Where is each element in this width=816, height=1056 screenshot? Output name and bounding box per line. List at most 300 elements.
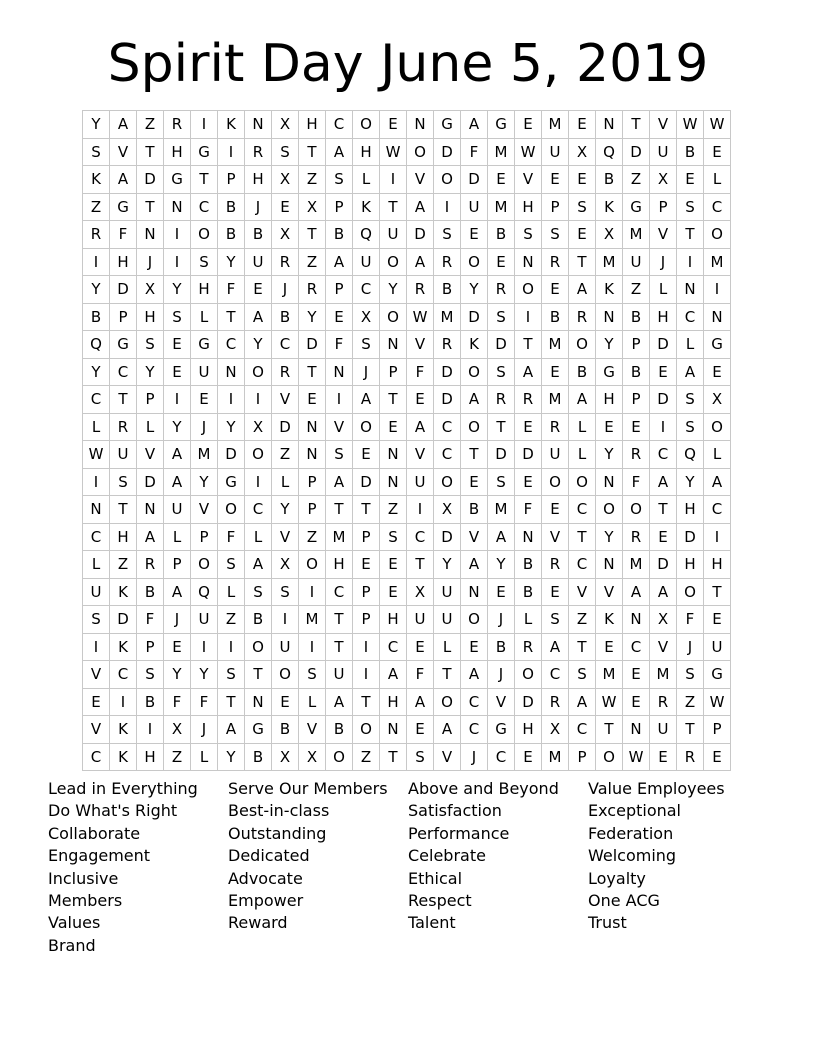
grid-cell[interactable]: K [110,716,137,744]
grid-cell[interactable]: E [542,496,569,524]
grid-cell[interactable]: R [137,551,164,579]
grid-cell[interactable]: Y [83,111,110,139]
grid-cell[interactable]: J [245,193,272,221]
grid-cell[interactable]: I [353,633,380,661]
grid-cell[interactable]: E [542,276,569,304]
grid-cell[interactable]: M [488,496,515,524]
grid-cell[interactable]: T [569,248,596,276]
grid-cell[interactable]: T [380,193,407,221]
grid-cell[interactable]: V [137,441,164,469]
grid-cell[interactable]: K [353,193,380,221]
grid-cell[interactable]: R [299,276,326,304]
grid-cell[interactable]: T [407,551,434,579]
grid-cell[interactable]: H [164,138,191,166]
grid-cell[interactable]: Y [434,551,461,579]
grid-cell[interactable]: H [515,193,542,221]
grid-cell[interactable]: X [272,166,299,194]
grid-cell[interactable]: O [299,551,326,579]
grid-cell[interactable]: L [83,551,110,579]
grid-cell[interactable]: S [407,743,434,771]
grid-cell[interactable]: K [83,166,110,194]
grid-cell[interactable]: T [704,578,731,606]
grid-cell[interactable]: N [164,193,191,221]
grid-cell[interactable]: V [191,496,218,524]
grid-cell[interactable]: I [191,111,218,139]
grid-cell[interactable]: D [515,688,542,716]
grid-cell[interactable]: O [434,468,461,496]
grid-cell[interactable]: M [596,661,623,689]
grid-cell[interactable]: C [326,578,353,606]
grid-cell[interactable]: S [218,661,245,689]
grid-cell[interactable]: A [650,468,677,496]
grid-cell[interactable]: W [407,303,434,331]
grid-cell[interactable]: F [137,606,164,634]
grid-cell[interactable]: C [623,633,650,661]
grid-cell[interactable]: S [434,221,461,249]
grid-cell[interactable]: U [650,716,677,744]
grid-cell[interactable]: U [83,578,110,606]
grid-cell[interactable]: A [569,386,596,414]
grid-cell[interactable]: E [677,166,704,194]
grid-cell[interactable]: C [677,303,704,331]
grid-cell[interactable]: E [596,413,623,441]
grid-cell[interactable]: K [110,633,137,661]
grid-cell[interactable]: O [380,248,407,276]
grid-cell[interactable]: O [461,248,488,276]
grid-cell[interactable]: Y [218,248,245,276]
grid-cell[interactable]: E [488,578,515,606]
grid-cell[interactable]: X [542,716,569,744]
grid-cell[interactable]: P [353,523,380,551]
grid-cell[interactable]: S [272,578,299,606]
grid-cell[interactable]: C [569,496,596,524]
grid-cell[interactable]: X [137,276,164,304]
grid-cell[interactable]: E [623,661,650,689]
grid-cell[interactable]: S [353,331,380,359]
grid-cell[interactable]: X [596,221,623,249]
grid-cell[interactable]: Y [596,523,623,551]
grid-cell[interactable]: W [596,688,623,716]
grid-cell[interactable]: O [353,111,380,139]
grid-cell[interactable]: E [191,386,218,414]
grid-cell[interactable]: B [596,166,623,194]
grid-cell[interactable]: G [596,358,623,386]
grid-cell[interactable]: B [218,193,245,221]
grid-cell[interactable]: T [299,221,326,249]
grid-cell[interactable]: V [650,111,677,139]
grid-cell[interactable]: R [245,138,272,166]
grid-cell[interactable]: L [191,303,218,331]
grid-cell[interactable]: P [137,386,164,414]
grid-cell[interactable]: O [245,441,272,469]
grid-cell[interactable]: Z [272,441,299,469]
grid-cell[interactable]: W [83,441,110,469]
grid-cell[interactable]: M [434,303,461,331]
grid-cell[interactable]: T [299,138,326,166]
grid-cell[interactable]: X [407,578,434,606]
grid-cell[interactable]: G [218,468,245,496]
grid-cell[interactable]: X [650,166,677,194]
grid-cell[interactable]: S [677,386,704,414]
grid-cell[interactable]: E [164,331,191,359]
grid-cell[interactable]: S [191,248,218,276]
grid-cell[interactable]: S [83,606,110,634]
grid-cell[interactable]: X [272,111,299,139]
grid-cell[interactable]: V [650,221,677,249]
grid-cell[interactable]: V [299,716,326,744]
grid-cell[interactable]: I [164,221,191,249]
grid-cell[interactable]: E [542,358,569,386]
grid-cell[interactable]: N [83,496,110,524]
grid-cell[interactable]: R [488,386,515,414]
grid-cell[interactable]: D [623,138,650,166]
grid-cell[interactable]: D [650,331,677,359]
grid-cell[interactable]: S [569,193,596,221]
grid-cell[interactable]: E [623,413,650,441]
grid-cell[interactable]: Y [83,276,110,304]
grid-cell[interactable]: A [461,111,488,139]
grid-cell[interactable]: J [488,606,515,634]
grid-cell[interactable]: T [650,496,677,524]
grid-cell[interactable]: R [407,276,434,304]
grid-cell[interactable]: I [704,523,731,551]
grid-cell[interactable]: B [326,221,353,249]
grid-cell[interactable]: K [596,606,623,634]
grid-cell[interactable]: R [434,331,461,359]
grid-cell[interactable]: O [434,688,461,716]
grid-cell[interactable]: F [677,606,704,634]
grid-cell[interactable]: S [83,138,110,166]
grid-cell[interactable]: M [650,661,677,689]
grid-cell[interactable]: Y [488,551,515,579]
grid-cell[interactable]: Y [137,358,164,386]
grid-cell[interactable]: K [596,193,623,221]
grid-cell[interactable]: O [380,303,407,331]
grid-cell[interactable]: E [164,358,191,386]
grid-cell[interactable]: H [326,551,353,579]
grid-cell[interactable]: E [245,276,272,304]
grid-cell[interactable]: S [137,331,164,359]
grid-cell[interactable]: V [461,523,488,551]
grid-cell[interactable]: M [704,248,731,276]
grid-cell[interactable]: I [137,716,164,744]
grid-cell[interactable]: W [380,138,407,166]
grid-cell[interactable]: E [542,578,569,606]
grid-cell[interactable]: M [488,138,515,166]
grid-cell[interactable]: N [704,303,731,331]
grid-cell[interactable]: X [299,743,326,771]
grid-cell[interactable]: D [110,606,137,634]
grid-cell[interactable]: N [299,441,326,469]
grid-cell[interactable]: T [137,193,164,221]
grid-cell[interactable]: P [542,193,569,221]
grid-cell[interactable]: J [650,248,677,276]
grid-cell[interactable]: E [461,221,488,249]
grid-cell[interactable]: U [434,578,461,606]
grid-cell[interactable]: R [164,111,191,139]
grid-cell[interactable]: E [407,633,434,661]
grid-cell[interactable]: Y [299,303,326,331]
grid-cell[interactable]: S [272,138,299,166]
grid-cell[interactable]: O [704,413,731,441]
grid-cell[interactable]: H [245,166,272,194]
grid-cell[interactable]: S [218,551,245,579]
grid-cell[interactable]: C [110,358,137,386]
grid-cell[interactable]: C [542,661,569,689]
grid-cell[interactable]: S [326,166,353,194]
grid-cell[interactable]: A [245,303,272,331]
grid-cell[interactable]: P [353,578,380,606]
grid-cell[interactable]: P [569,743,596,771]
grid-cell[interactable]: X [299,193,326,221]
grid-cell[interactable]: V [542,523,569,551]
grid-cell[interactable]: I [434,193,461,221]
grid-cell[interactable]: A [461,551,488,579]
grid-cell[interactable]: E [650,743,677,771]
grid-cell[interactable]: R [83,221,110,249]
grid-cell[interactable]: G [488,111,515,139]
grid-cell[interactable]: U [326,661,353,689]
grid-cell[interactable]: E [569,221,596,249]
grid-cell[interactable]: B [272,303,299,331]
grid-cell[interactable]: T [110,386,137,414]
grid-cell[interactable]: R [515,633,542,661]
grid-cell[interactable]: T [137,138,164,166]
grid-cell[interactable]: I [83,468,110,496]
grid-cell[interactable]: P [650,193,677,221]
grid-cell[interactable]: P [164,551,191,579]
grid-cell[interactable]: J [191,716,218,744]
grid-cell[interactable]: D [461,303,488,331]
grid-cell[interactable]: L [83,413,110,441]
grid-cell[interactable]: R [272,358,299,386]
grid-cell[interactable]: D [407,221,434,249]
grid-cell[interactable]: H [677,496,704,524]
grid-cell[interactable]: T [110,496,137,524]
grid-cell[interactable]: P [380,358,407,386]
grid-cell[interactable]: C [407,523,434,551]
grid-cell[interactable]: F [623,468,650,496]
grid-cell[interactable]: O [461,358,488,386]
grid-cell[interactable]: G [110,193,137,221]
grid-cell[interactable]: A [164,578,191,606]
grid-cell[interactable]: E [461,633,488,661]
grid-cell[interactable]: Q [677,441,704,469]
grid-cell[interactable]: V [488,688,515,716]
grid-cell[interactable]: U [353,248,380,276]
grid-cell[interactable]: F [218,276,245,304]
grid-cell[interactable]: C [245,496,272,524]
grid-cell[interactable]: D [353,468,380,496]
grid-cell[interactable]: N [407,111,434,139]
grid-cell[interactable]: G [434,111,461,139]
grid-cell[interactable]: O [596,743,623,771]
grid-cell[interactable]: N [596,551,623,579]
grid-cell[interactable]: R [515,386,542,414]
grid-cell[interactable]: I [326,386,353,414]
grid-cell[interactable]: U [191,358,218,386]
grid-cell[interactable]: I [704,276,731,304]
grid-cell[interactable]: V [407,441,434,469]
grid-cell[interactable]: A [434,716,461,744]
grid-cell[interactable]: H [137,303,164,331]
grid-cell[interactable]: C [191,193,218,221]
grid-cell[interactable]: E [164,633,191,661]
grid-cell[interactable]: K [596,276,623,304]
grid-cell[interactable]: A [650,578,677,606]
grid-cell[interactable]: P [326,276,353,304]
grid-cell[interactable]: B [272,716,299,744]
grid-cell[interactable]: A [245,551,272,579]
grid-cell[interactable]: R [569,303,596,331]
grid-cell[interactable]: T [677,221,704,249]
grid-cell[interactable]: E [650,358,677,386]
grid-cell[interactable]: L [164,523,191,551]
grid-cell[interactable]: C [110,661,137,689]
grid-cell[interactable]: H [137,743,164,771]
grid-cell[interactable]: M [488,193,515,221]
grid-cell[interactable]: B [326,716,353,744]
grid-cell[interactable]: U [245,248,272,276]
grid-cell[interactable]: G [164,166,191,194]
grid-cell[interactable]: J [272,276,299,304]
grid-cell[interactable]: O [353,716,380,744]
grid-cell[interactable]: Y [164,276,191,304]
grid-cell[interactable]: T [677,716,704,744]
grid-cell[interactable]: U [407,468,434,496]
grid-cell[interactable]: S [569,661,596,689]
grid-cell[interactable]: N [380,468,407,496]
grid-cell[interactable]: D [434,523,461,551]
grid-cell[interactable]: E [704,606,731,634]
grid-cell[interactable]: D [299,331,326,359]
grid-cell[interactable]: M [542,111,569,139]
grid-cell[interactable]: B [461,496,488,524]
grid-cell[interactable]: B [623,303,650,331]
grid-cell[interactable]: P [326,193,353,221]
grid-cell[interactable]: R [434,248,461,276]
grid-cell[interactable]: U [461,193,488,221]
grid-cell[interactable]: F [191,688,218,716]
grid-cell[interactable]: L [569,441,596,469]
grid-cell[interactable]: A [218,716,245,744]
grid-cell[interactable]: H [110,248,137,276]
grid-cell[interactable]: H [380,606,407,634]
grid-cell[interactable]: T [218,688,245,716]
grid-cell[interactable]: I [218,633,245,661]
grid-cell[interactable]: E [461,468,488,496]
grid-cell[interactable]: E [488,166,515,194]
grid-cell[interactable]: U [407,606,434,634]
grid-cell[interactable]: A [569,688,596,716]
grid-cell[interactable]: T [299,358,326,386]
grid-cell[interactable]: P [299,468,326,496]
grid-cell[interactable]: W [677,111,704,139]
grid-cell[interactable]: A [569,276,596,304]
grid-cell[interactable]: L [191,743,218,771]
grid-cell[interactable]: Y [596,331,623,359]
grid-cell[interactable]: D [272,413,299,441]
grid-cell[interactable]: L [434,633,461,661]
grid-cell[interactable]: R [623,523,650,551]
grid-cell[interactable]: P [137,633,164,661]
grid-cell[interactable]: E [353,551,380,579]
grid-cell[interactable]: L [218,578,245,606]
grid-cell[interactable]: V [515,166,542,194]
grid-cell[interactable]: I [272,606,299,634]
grid-cell[interactable]: N [623,716,650,744]
grid-cell[interactable]: I [164,248,191,276]
grid-cell[interactable]: L [245,523,272,551]
grid-cell[interactable]: T [326,496,353,524]
grid-cell[interactable]: I [299,578,326,606]
grid-cell[interactable]: Z [164,743,191,771]
grid-cell[interactable]: I [218,386,245,414]
grid-cell[interactable]: A [110,111,137,139]
grid-cell[interactable]: N [380,441,407,469]
grid-cell[interactable]: L [677,331,704,359]
grid-cell[interactable]: G [488,716,515,744]
grid-cell[interactable]: G [623,193,650,221]
grid-cell[interactable]: T [380,386,407,414]
grid-cell[interactable]: U [623,248,650,276]
grid-cell[interactable]: Z [299,166,326,194]
grid-cell[interactable]: R [677,743,704,771]
grid-cell[interactable]: G [704,331,731,359]
grid-cell[interactable]: I [677,248,704,276]
grid-cell[interactable]: I [299,633,326,661]
grid-cell[interactable]: Y [83,358,110,386]
grid-cell[interactable]: N [245,688,272,716]
grid-cell[interactable]: D [461,166,488,194]
grid-cell[interactable]: O [272,661,299,689]
grid-cell[interactable]: S [488,468,515,496]
grid-cell[interactable]: Y [164,661,191,689]
grid-cell[interactable]: I [380,166,407,194]
grid-cell[interactable]: A [326,688,353,716]
grid-cell[interactable]: X [569,138,596,166]
grid-cell[interactable]: X [245,413,272,441]
grid-cell[interactable]: W [515,138,542,166]
grid-cell[interactable]: O [677,578,704,606]
grid-cell[interactable]: O [434,166,461,194]
grid-cell[interactable]: U [650,138,677,166]
grid-cell[interactable]: O [461,413,488,441]
grid-cell[interactable]: M [596,248,623,276]
grid-cell[interactable]: A [488,523,515,551]
grid-cell[interactable]: R [542,413,569,441]
grid-cell[interactable]: T [488,413,515,441]
grid-cell[interactable]: O [596,496,623,524]
grid-cell[interactable]: T [461,441,488,469]
grid-cell[interactable]: Y [218,413,245,441]
grid-cell[interactable]: X [353,303,380,331]
grid-cell[interactable]: T [326,606,353,634]
grid-cell[interactable]: J [488,661,515,689]
grid-cell[interactable]: X [272,221,299,249]
grid-cell[interactable]: N [137,221,164,249]
grid-cell[interactable]: B [677,138,704,166]
grid-cell[interactable]: Z [137,111,164,139]
grid-cell[interactable]: X [272,743,299,771]
grid-cell[interactable]: V [110,138,137,166]
grid-cell[interactable]: E [569,166,596,194]
grid-cell[interactable]: T [623,111,650,139]
grid-cell[interactable]: S [515,221,542,249]
grid-cell[interactable]: O [245,633,272,661]
grid-cell[interactable]: X [272,551,299,579]
grid-cell[interactable]: A [515,358,542,386]
